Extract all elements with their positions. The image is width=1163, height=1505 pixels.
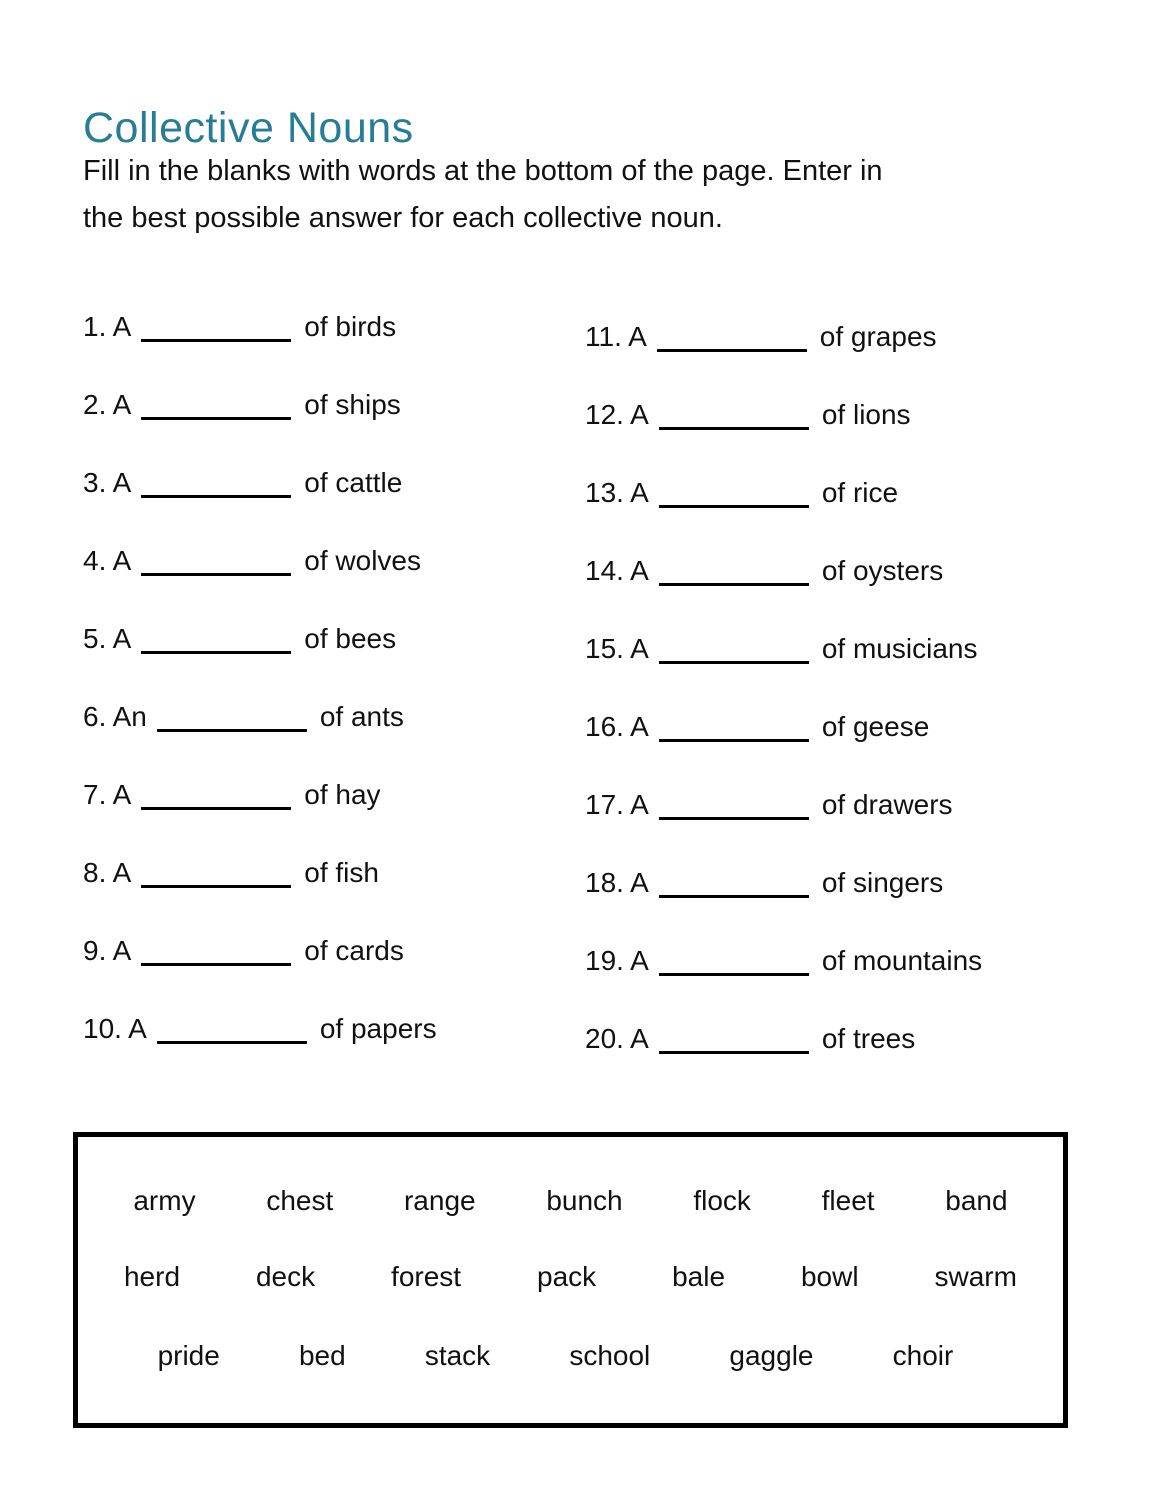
word-bank-row-1 <box>78 1181 1063 1221</box>
question-suffix: of trees <box>821 1023 916 1054</box>
instructions-line-2: the best possible answer for each collective noun. <box>83 202 723 234</box>
question-prefix: 7. A <box>83 779 132 810</box>
question-suffix: of bees <box>304 623 397 654</box>
word-band: band <box>945 1185 1008 1216</box>
question-prefix: 1. A <box>83 311 132 342</box>
question-item-10 <box>83 990 437 1068</box>
word-bank-row-2 <box>78 1257 1063 1297</box>
question-prefix: 18. A <box>585 867 649 898</box>
question-suffix: of grapes <box>819 321 937 352</box>
question-suffix: of drawers <box>821 789 953 820</box>
word-pride: pride <box>157 1340 220 1371</box>
question-suffix: of birds <box>304 311 397 342</box>
answer-blank-15[interactable] <box>659 661 809 664</box>
answer-blank-14[interactable] <box>659 583 809 586</box>
question-prefix: 20. A <box>585 1023 649 1054</box>
question-suffix: of ships <box>304 389 401 420</box>
answer-blank-13[interactable] <box>659 505 809 508</box>
question-item-6 <box>83 678 437 756</box>
word-choir: choir <box>892 1340 954 1371</box>
question-item-17 <box>585 766 982 844</box>
instructions-line-1: Fill in the blanks with words at the bottom of the page. Enter in <box>83 155 883 187</box>
answer-blank-20[interactable] <box>659 1051 809 1054</box>
questions-right-column <box>585 298 982 1078</box>
answer-blank-2[interactable] <box>141 417 291 420</box>
question-prefix: 16. A <box>585 711 649 742</box>
question-suffix: of oysters <box>821 555 944 586</box>
word-bank-box <box>73 1132 1068 1428</box>
question-prefix: 4. A <box>83 545 132 576</box>
question-suffix: of papers <box>319 1013 437 1044</box>
question-prefix: 8. A <box>83 857 132 888</box>
word-chest: chest <box>266 1185 334 1216</box>
question-prefix: 14. A <box>585 555 649 586</box>
question-item-7 <box>83 756 437 834</box>
question-suffix: of geese <box>821 711 930 742</box>
question-suffix: of ants <box>319 701 404 732</box>
answer-blank-19[interactable] <box>659 973 809 976</box>
question-suffix: of cards <box>304 935 404 966</box>
answer-blank-7[interactable] <box>141 807 291 810</box>
question-prefix: 17. A <box>585 789 649 820</box>
answer-blank-12[interactable] <box>659 427 809 430</box>
question-item-3 <box>83 444 437 522</box>
question-prefix: 6. An <box>83 701 147 732</box>
word-herd: herd <box>123 1261 181 1292</box>
question-suffix: of singers <box>821 867 944 898</box>
question-prefix: 13. A <box>585 477 649 508</box>
answer-blank-5[interactable] <box>141 651 291 654</box>
question-item-19 <box>585 922 982 1000</box>
word-bunch: bunch <box>546 1185 623 1216</box>
question-prefix: 10. A <box>83 1013 147 1044</box>
word-swarm: swarm <box>934 1261 1017 1292</box>
question-item-8 <box>83 834 437 912</box>
answer-blank-6[interactable] <box>157 729 307 732</box>
question-suffix: of fish <box>304 857 379 888</box>
answer-blank-9[interactable] <box>141 963 291 966</box>
question-prefix: 5. A <box>83 623 132 654</box>
question-item-20 <box>585 1000 982 1078</box>
word-school: school <box>569 1340 651 1371</box>
question-item-2 <box>83 366 437 444</box>
word-deck: deck <box>255 1261 316 1292</box>
question-item-12 <box>585 376 982 454</box>
question-item-16 <box>585 688 982 766</box>
question-suffix: of musicians <box>821 633 978 664</box>
word-forest: forest <box>391 1261 462 1292</box>
question-suffix: of wolves <box>304 545 421 576</box>
word-bed: bed <box>298 1340 346 1371</box>
word-stack: stack <box>424 1340 491 1371</box>
question-suffix: of rice <box>821 477 899 508</box>
answer-blank-18[interactable] <box>659 895 809 898</box>
word-army: army <box>133 1185 196 1216</box>
question-prefix: 2. A <box>83 389 132 420</box>
questions-left-column <box>83 288 437 1068</box>
word-flock: flock <box>693 1185 751 1216</box>
page-title: Collective Nouns <box>83 103 414 152</box>
word-gaggle: gaggle <box>729 1340 814 1371</box>
word-pack: pack <box>537 1261 597 1292</box>
question-item-18 <box>585 844 982 922</box>
question-item-14 <box>585 532 982 610</box>
question-prefix: 9. A <box>83 935 132 966</box>
question-item-15 <box>585 610 982 688</box>
word-bale: bale <box>672 1261 726 1292</box>
word-fleet: fleet <box>821 1185 875 1216</box>
answer-blank-1[interactable] <box>141 339 291 342</box>
question-suffix: of lions <box>821 399 911 430</box>
instructions <box>83 148 883 242</box>
word-bank-row-3 <box>78 1336 1063 1376</box>
question-item-5 <box>83 600 437 678</box>
word-bowl: bowl <box>800 1261 859 1292</box>
question-item-4 <box>83 522 437 600</box>
answer-blank-11[interactable] <box>657 349 807 352</box>
question-suffix: of cattle <box>304 467 403 498</box>
answer-blank-4[interactable] <box>141 573 291 576</box>
question-prefix: 15. A <box>585 633 649 664</box>
question-item-1 <box>83 288 437 366</box>
question-prefix: 12. A <box>585 399 649 430</box>
question-item-9 <box>83 912 437 990</box>
question-prefix: 19. A <box>585 945 649 976</box>
word-range: range <box>403 1185 476 1216</box>
answer-blank-17[interactable] <box>659 817 809 820</box>
question-item-13 <box>585 454 982 532</box>
question-suffix: of hay <box>304 779 381 810</box>
answer-blank-3[interactable] <box>141 495 291 498</box>
answer-blank-16[interactable] <box>659 739 809 742</box>
answer-blank-8[interactable] <box>141 885 291 888</box>
question-prefix: 11. A <box>585 321 647 352</box>
question-prefix: 3. A <box>83 467 132 498</box>
question-suffix: of mountains <box>821 945 983 976</box>
question-item-11 <box>585 298 982 376</box>
answer-blank-10[interactable] <box>157 1041 307 1044</box>
